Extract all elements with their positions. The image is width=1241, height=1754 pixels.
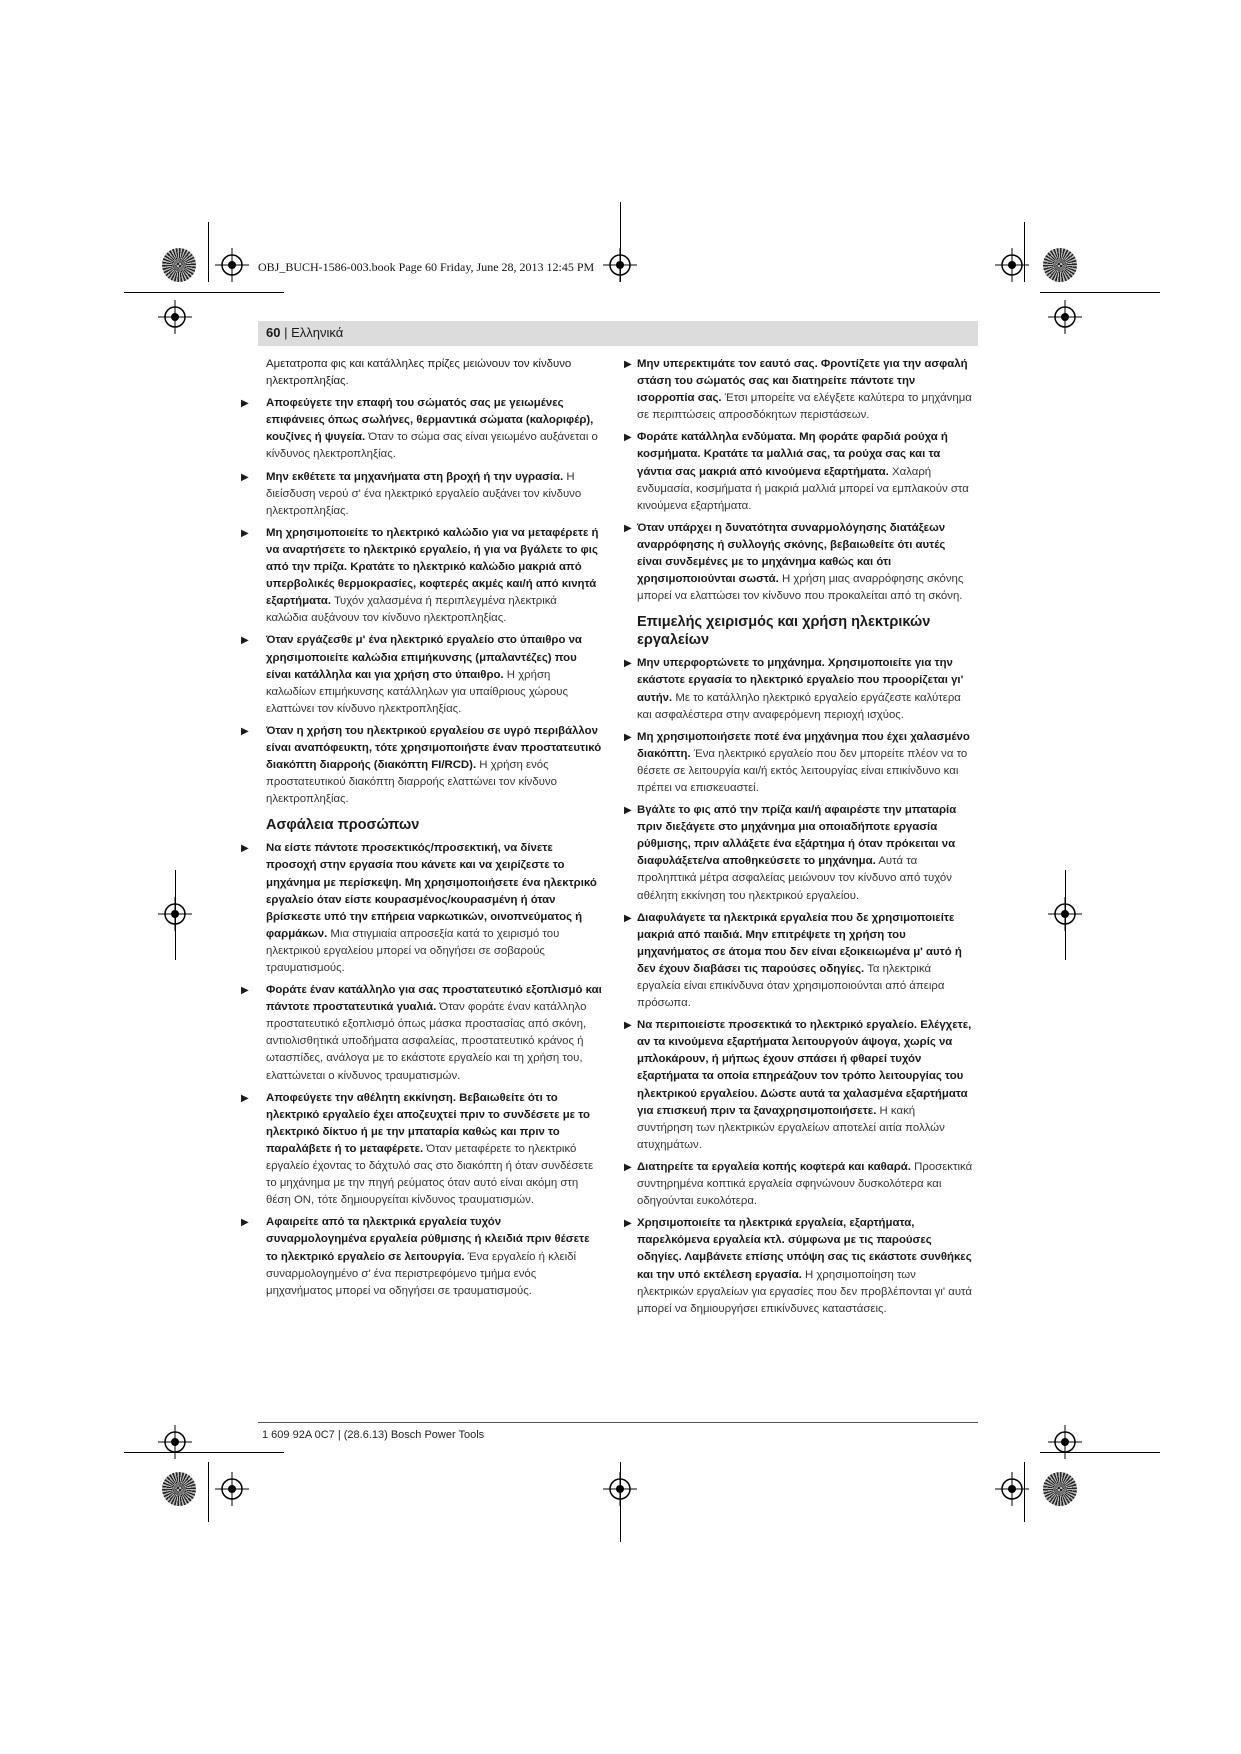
bullet-arrow-icon: ▶ (241, 635, 249, 647)
bullet-arrow-icon: ▶ (241, 527, 249, 539)
book-info: OBJ_BUCH-1586-003.book Page 60 Friday, June 28, 2013 12:45 PM (258, 260, 595, 274)
bullet-arrow-icon: ▶ (624, 432, 632, 444)
bullet-arrow-icon: ▶ (241, 398, 249, 410)
item-normal-text: Χαλαρή ενδυμασία, κοσμήματα ή μακριά μαλλιά μπορεί να εμπλακούν στα κινούμενα εξαρτήματα. (637, 465, 969, 512)
item-normal-text: Έτσι μπορείτε να ελέγξετε καλύτερα το μηχάνημα σε περιπτώσεις απροσδόκητων περιστάσεων. (637, 392, 972, 422)
list-item (624, 356, 973, 424)
item-bold-text: Φοράτε κατάλληλα ενδύματα. Μη φοράτε φαρδιά ρούχα ή κοσμήματα. Κρατάτε τα μαλλιά σας, τα ρούχα σας και τα γάντια σας μακριά από κινούμενα εξαρτήματα. (637, 431, 948, 478)
item-normal-text: Η χρήση μιας αναρρόφησης σκόνης μπορεί να ελαττώσει τον κίνδυνο που προκαλείται από τη σκόνη. (637, 573, 964, 603)
list-item (624, 429, 973, 514)
page-number: 60 (266, 325, 281, 340)
item-normal-text: Τα ηλεκτρικά εργαλεία είναι επικίνδυνα όταν χρησιμοποιούνται από άπειρα πρόσωπα. (637, 962, 945, 1010)
crosshair-icon (158, 300, 192, 334)
list-item (624, 1159, 973, 1210)
crosshair-icon (1048, 1425, 1082, 1459)
bullet-arrow-icon: ▶ (241, 843, 249, 855)
right-items-2 (624, 655, 973, 1317)
item-bold-text: Διατηρείτε τα εργαλεία κοπής κοφτερά και καθαρά. (637, 1160, 911, 1173)
item-normal-text: Όταν μεταφέρετε το ηλεκτρικό εργαλείο έχοντας το δάχτυλό σας στο διακόπτη ή όταν συνδέσετε το μηχάνημα με την πηγή ρεύματος όταν αυτό είναι ακόμη στη θέση ΟΝ, τότε δημιουργείται κίνδυνος τραυματισμών. (266, 1142, 594, 1207)
item-bold-text: Όταν υπάρχει η δυνατότητα συναρμολόγησης διατάξεων αναρρόφησης ή συλλογής σκόνης, βεβαιωθείτε ότι αυτές είναι συνδεμένες με το μηχάνημα καθώς και ότι χρησιμοποιούνται σωστά. (637, 521, 946, 586)
list-item (241, 469, 602, 520)
list-item (624, 655, 973, 723)
right-items-1 (624, 356, 973, 605)
registration-disc-icon (1043, 248, 1077, 282)
list-item (624, 729, 973, 797)
bullet-arrow-icon: ▶ (624, 1218, 632, 1230)
header-language: Ελληνικά (291, 325, 344, 340)
bullet-arrow-icon: ▶ (624, 359, 632, 370)
item-bold-text: Αποφεύγετε την επαφή του σώματός σας με γειωμένες επιφάνειες όπως σωλήνες, θερμαντικά σώματα (καλοριφέρ), κουζίνες ή ψυγεία. (266, 397, 594, 444)
bullet-arrow-icon: ▶ (624, 731, 632, 743)
item-bold-text: Μην υπερεκτιμάτε τον εαυτό σας. Φροντίζετε για την ασφαλή στάση του σώματός σας και διατηρείτε πάντοτε την ισορροπία σας. (637, 358, 968, 405)
item-normal-text: Προσεκτικά συντηρημένα κοπτικά εργαλεία σφηνώνουν δυσκολότερα και οδηγούνται ευκολότερα. (637, 1160, 973, 1208)
item-normal-text: Όταν φοράτε έναν κατάλληλο προστατευτικό εξοπλισμό όπως μάσκα προστασίας από σκόνη, αντιολισθητικά υποδήματα ασφαλείας, προστατευτικό κράνος ή ωτασπίδες, ανάλογα με το εκάστοτε εργαλείο και τη χρήση του, ελαττώνεται ο κίνδυνος τραυματισμών. (266, 1001, 587, 1082)
list-item (624, 1017, 973, 1154)
header-bar (258, 321, 978, 346)
item-bold-text: Όταν εργάζεσθε μ' ένα ηλεκτρικό εργαλείο στο ύπαιθρο να χρησιμοποιείτε καλώδια επιμήκυνσης (μπαλαντέζες) που είναι κατάλληλα και για χρήση στο ύπαιθρο. (266, 634, 582, 681)
section-title: Ασφάλεια προσώπων (266, 817, 420, 834)
list-item (241, 723, 602, 808)
item-bold-text: Φοράτε έναν κατάλληλο για σας προστατευτικό εξοπλισμό και πάντοτε προστατευτικά γυαλιά. (266, 984, 602, 1014)
section-title: Επιμελής χειρισμός και χρήση ηλεκτρικών εργαλείων (637, 614, 931, 649)
crosshair-icon (1048, 897, 1082, 931)
crosshair-icon (995, 248, 1029, 282)
list-item (624, 910, 973, 1013)
item-normal-text: Ένα εργαλείο ή κλειδί συναρμολογημένο σ' ένα περιστρεφόμενο τμήμα ενός μηχανήματος μπορεί να οδηγήσει σε τραυματισμούς. (266, 1250, 577, 1297)
list-item (624, 802, 973, 905)
bullet-arrow-icon: ▶ (241, 1092, 249, 1104)
item-normal-text: Η χρήση ενός προστατευτικού διακόπτη διαρροής ελαττώνει τον κίνδυνο ηλεκτροπληξίας. (266, 759, 557, 806)
list-item (241, 525, 602, 628)
item-normal-text: Όταν το σώμα σας είναι γειωμένο αυξάνεται ο κίνδυνος ηλεκτροπληξίας. (266, 431, 598, 461)
intro-paragraph: Αμετατροπα φις και κατάλληλες πρίζες μειώνουν τον κίνδυνο ηλεκτροπληξίας. (266, 358, 572, 388)
list-item (241, 1090, 602, 1210)
crop-line (124, 292, 284, 293)
right-column (624, 356, 973, 1323)
list-item (241, 982, 602, 1085)
item-bold-text: Μη χρησιμοποιείτε το ηλεκτρικό καλώδιο για να μεταφέρετε ή να αναρτήσετε το ηλεκτρικό εργαλείο, ή για να βγάλετε το φις από την πρίζα. Κρατάτε το ηλεκτρικό καλώδιο μακριά από υπερβολικές θερμοκρασίες, κοφτερές ακμές και/ή από κινητά εξαρτήματα. (266, 526, 599, 608)
registration-disc-icon (162, 1472, 196, 1506)
item-normal-text: Η κακή συντήρηση των ηλεκτρικών εργαλείων αποτελεί αιτία πολλών ατυχημάτων. (637, 1104, 945, 1151)
crosshair-icon (158, 897, 192, 931)
bullet-arrow-icon: ▶ (241, 1217, 249, 1229)
footer-divider (258, 1422, 978, 1423)
bullet-arrow-icon: ▶ (241, 471, 249, 483)
left-items-1 (241, 395, 602, 808)
registration-disc-icon (162, 248, 196, 282)
crop-line (1040, 292, 1160, 293)
bullet-arrow-icon: ▶ (624, 522, 632, 534)
item-normal-text: Ένα ηλεκτρικό εργαλείο που δεν μπορείτε πλέον να το θέσετε σε λειτουργία και/ή εκτός λειτουργίας είναι επικίνδυνο και πρέπει να επισκευαστεί. (637, 747, 968, 794)
crosshair-icon (603, 248, 637, 282)
bullet-arrow-icon: ▶ (624, 805, 632, 817)
bullet-arrow-icon: ▶ (241, 985, 249, 997)
item-bold-text: Χρησιμοποιείτε τα ηλεκτρικά εργαλεία, εξαρτήματα, παρελκόμενα εργαλεία κτλ. σύμφωνα με τις παρούσες οδηγίες. Λαμβάνετε επίσης υπόψη σας τις εκάστοτε συνθήκες και την υπό εκτέλεση εργασία. (637, 1217, 972, 1281)
item-bold-text: Αποφεύγετε την αθέλητη εκκίνηση. Βεβαιωθείτε ότι το ηλεκτρικό εργαλείο έχει αποζευχτεί πριν το συνδέσετε με το ηλεκτρικό δίκτυο ή με την μπαταρία καθώς και πριν το παραλάβετε ή το μεταφέρετε. (266, 1091, 590, 1155)
bullet-arrow-icon: ▶ (624, 912, 632, 924)
item-bold-text: Βγάλτε το φις από την πρίζα και/ή αφαιρέστε την μπαταρία πριν διεξάγετε στο μηχάνημα μια οποιαδήποτε εργασία ρύθμισης, πριν αλλάξετε ένα εξάρτημα ή όταν πρόκειται να διαφυλάξετε/να αποθηκεύσετε το μηχάνημα. (637, 804, 957, 868)
header-separator: | (280, 325, 292, 340)
item-bold-text: Να είστε πάντοτε προσεκτικός/προσεκτική, να δίνετε προσοχή στην εργασία που κάνετε και να χειρίζεστε το μηχάνημα με περίσκεψη. Μη χρησιμοποιήσετε ένα ηλεκτρικό εργαλείο όταν είστε κουρασμένος/κουρασμένη ή όταν βρίσκεστε υπό την επήρεια ναρκωτικών, οινοπνεύματος ή φαρμάκων. (266, 842, 597, 940)
page-footer: 1 609 92A 0C7 | (28.6.13) Bosch Power Tools (262, 1429, 485, 1441)
item-bold-text: Μη χρησιμοποιήσετε ποτέ ένα μηχάνημα που έχει χαλασμένο διακόπτη. (637, 730, 970, 760)
item-normal-text: Τυχόν χαλασμένα ή περιπλεγμένα ηλεκτρικά καλώδια αυξάνουν τον κίνδυνο ηλεκτροπληξίας. (266, 595, 557, 625)
page-header (266, 325, 343, 340)
list-item (241, 632, 602, 717)
list-item (241, 395, 602, 463)
item-bold-text: Να περιποιείστε προσεκτικά το ηλεκτρικό εργαλείο. Ελέγχετε, αν τα κινούμενα εξαρτήματα λειτουργούν άψογα, χωρίς να μπλοκάρουν, ή μήπως έχουν σπάσει ή φθαρεί τυχόν εξαρτήματα τα οποία επηρεάζουν τον τρόπο λειτουργίας του ηλεκτρικού εργαλείου. Δώστε αυτά τα χαλασμένα εξαρτήματα για επισκευή πριν τα ξαναχρησιμοποιήσετε. (637, 1019, 972, 1117)
item-bold-text: Διαφυλάγετε τα ηλεκτρικά εργαλεία που δε χρησιμοποιείτε μακριά από παιδιά. Μην επιτρέψετε τη χρήση του μηχανήματος σε άτομα που δεν είναι εξοικειωμένα μ' αυτό ή δεν έχουν διαβάσει τις παρούσες οδηγίες. (637, 911, 962, 975)
bullet-arrow-icon: ▶ (624, 1020, 632, 1032)
item-normal-text: Η χρήση καλωδίων επιμήκυνσης κατάλληλων για υπαίθριους χώρους ελαττώνει τον κίνδυνο ηλεκτροπληξίας. (266, 668, 568, 715)
item-normal-text: Η διείσδυση νερού σ' ένα ηλεκτρικό εργαλείο αυξάνει τον κίνδυνο ηλεκτροπληξίας. (266, 470, 582, 517)
registration-disc-icon (1043, 1472, 1077, 1506)
list-item (241, 840, 602, 977)
bullet-arrow-icon: ▶ (624, 658, 632, 670)
bullet-arrow-icon: ▶ (624, 1161, 632, 1173)
list-item (624, 520, 973, 605)
crosshair-icon (215, 248, 249, 282)
list-item (241, 1214, 602, 1299)
item-bold-text: Μην υπερφορτώνετε το μηχάνημα. Χρησιμοποιείτε για την εκάστοτε εργασία το ηλεκτρικό εργαλείο που προορίζεται γι' αυτήν. (637, 657, 964, 704)
item-normal-text: Αυτά τα προληπτικά μέτρα ασφαλείας μειώνουν τον κίνδυνο από τυχόν αθέλητη εκκίνηση του ηλεκτρικού εργαλείου. (637, 855, 952, 902)
item-normal-text: Η χρησιμοποίηση των ηλεκτρικών εργαλείων για εργασίες που δεν προβλέπονται γι' αυτά μπορεί να δημιουργήσει επικίνδυνες καταστάσεις. (637, 1268, 972, 1315)
crosshair-icon (1048, 300, 1082, 334)
item-bold-text: Αφαιρείτε από τα ηλεκτρικά εργαλεία τυχόν συναρμολογημένα εργαλεία ρύθμισης ή κλειδιά πριν θέσετε το ηλεκτρικό εργαλείο σε λειτουργία. (266, 1216, 590, 1263)
left-items-2 (241, 840, 602, 1299)
crosshair-icon (603, 1472, 637, 1506)
bullet-arrow-icon: ▶ (241, 725, 249, 737)
item-normal-text: Με το κατάλληλο ηλεκτρικό εργαλείο εργάζεστε καλύτερα και ασφαλέστερα στην αναφερόμενη περιοχή ισχύος. (637, 691, 961, 721)
left-column (241, 356, 602, 1305)
crosshair-icon (158, 1425, 192, 1459)
crop-line (208, 1462, 209, 1522)
crosshair-icon (215, 1472, 249, 1506)
crop-line (208, 222, 209, 282)
item-bold-text: Μην εκθέτετε τα μηχανήματα στη βροχή ή την υγρασία. (266, 470, 564, 483)
crop-line (124, 1452, 284, 1453)
item-bold-text: Όταν η χρήση του ηλεκτρικού εργαλείου σε υγρό περιβάλλον είναι αναπόφευκτη, τότε χρησιμοποιήστε έναν προστατευτικό διακόπτη διαρροής (διακόπτη FI/RCD). (266, 724, 602, 772)
crosshair-icon (995, 1472, 1029, 1506)
item-normal-text: Μια στιγμιαία απροσεξία κατά το χειρισμό του ηλεκτρικού εργαλείου μπορεί να οδηγήσει σε σοβαρούς τραυματισμούς. (266, 927, 560, 974)
list-item (624, 1215, 973, 1318)
